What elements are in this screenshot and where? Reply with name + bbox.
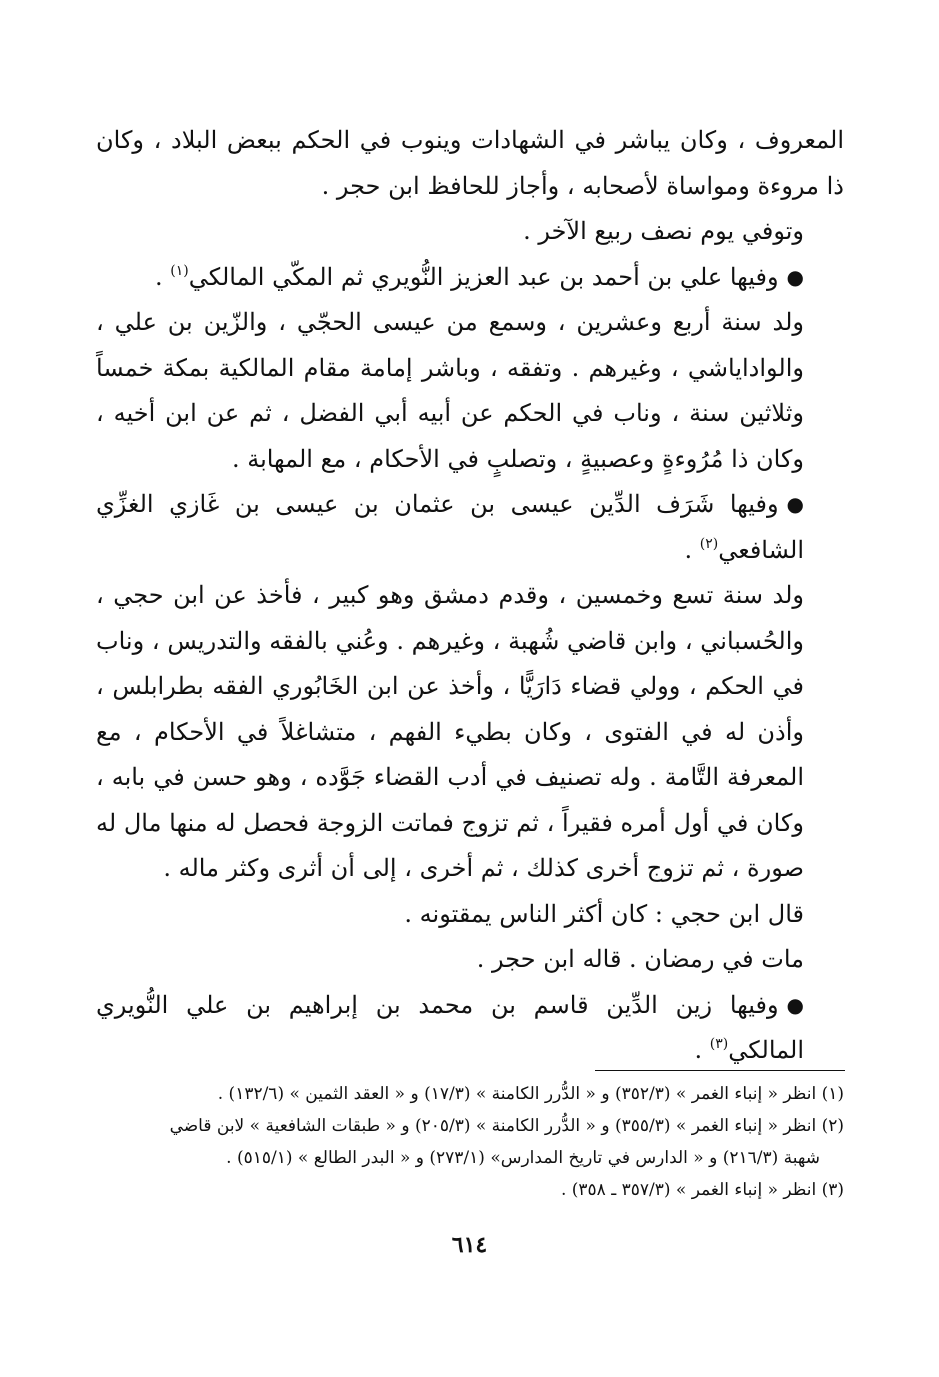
entry-end: .	[684, 535, 700, 564]
footnote-ref: (٣)	[709, 1036, 729, 1052]
main-text	[96, 118, 844, 1074]
footnote-separator	[595, 1070, 845, 1071]
page-number: ٦١٤	[451, 1232, 488, 1258]
paragraph: قال ابن حجي : كان أكثر الناس يمقتونه .	[404, 899, 804, 928]
bullet-icon: ●	[786, 992, 804, 1017]
bullet-icon: ●	[786, 264, 804, 289]
paragraph: مات في رمضان . قاله ابن حجر .	[476, 945, 804, 973]
entry-title: وفيها شَرَف الدِّين عيسى بن عثمان بن عيسى بن غَازي الغزِّي الشافعي	[96, 490, 804, 564]
entry-title: وفيها زين الدِّين قاسم بن محمد بن إبراهيم بن علي النُّويري المالكي	[96, 990, 804, 1064]
footnotes	[96, 1078, 844, 1206]
paragraph: المعروف ، وكان يباشر في الشهادات وينوب في الحكم ببعض البلاد ، وكان ذا مروءة ومواساة لأصحابه ، وأجاز للحافظ ابن حجر .	[96, 126, 844, 200]
paragraph: ولد سنة أربع وعشرين ، وسمع من عيسى الحجّي ، والزّين بن علي ، والواداياشي ، وغيرهم . وتفقه ، وباشر إمامة مقام المالكية بمكة خمساً وثلاثين سنة ، وناب في الحكم عن أبيه أبي الفضل ، ثم عن ابن أخيه ، وكان ذا مُرُوءةٍ وعصبيةٍ ، وتصلبٍ في الأحكام ، مع المهابة .	[96, 308, 804, 473]
entry-end: .	[694, 1036, 710, 1064]
entry-heading	[96, 255, 844, 301]
entry-heading	[96, 983, 844, 1074]
entry-end: .	[154, 262, 171, 291]
entry-heading	[96, 482, 844, 573]
paragraph: ولد سنة تسع وخمسين ، وقدم دمشق وهو كبير ، فأخذ عن ابن حجي ، والحُسباني ، وابن قاضي شُهبة ، وغيرهم . وعُني بالفقه والتدريس ، وناب في الحكم ، وولي قضاء دَارَيًّا ، وأخذ عن ابن الخَابُوري الفقه بطرابلس ، وأذن له في الفتوى ، وكان بطيء الفهم ، متشاغلاً في الأحكام ، مع المعرفة التَّامة . وله تصنيف في أدب القضاء جَوَّده ، وهو حسن في بابه ، وكان في أول أمره فقيراً ، ثم تزوج فماتت الزوجة فحصل له منها مال له صورة ، ثم تزوج أخرى كذلك ، ثم أخرى ، إلى أن أثرى وكثر ماله .	[96, 581, 804, 882]
footnote: (١) انظر « إنباء الغمر » (٣٥٢/٣) و « الدُّرر الكامنة » (١٧/٣) و « العقد الثمين » (١٣٢/٦) .	[217, 1084, 844, 1104]
footnote-continuation: شهبة (٢١٦/٣) و « الدارس في تاريخ المدارس» (٢٧٣/١) و « البدر الطالع » (٥١٥/١) .	[226, 1148, 820, 1168]
paragraph: وتوفي يوم نصف ربيع الآخر .	[523, 217, 804, 245]
entry-title: وفيها علي بن أحمد بن عبد العزيز النُّويري ثم المكّي المالكي	[188, 262, 779, 291]
footnote-ref: (١)	[170, 262, 189, 279]
footnote: (٢) انظر « إنباء الغمر » (٣٥٥/٣) و « الدُّرر الكامنة » (٢٠٥/٣) و « طبقات الشافعية » لابن قاضي	[169, 1116, 844, 1136]
footnote-ref: (٢)	[699, 535, 719, 552]
footnote: (٣) انظر « إنباء الغمر » (٣٥٧/٣ ـ ٣٥٨) .	[560, 1180, 844, 1200]
bullet-icon: ●	[786, 492, 804, 516]
